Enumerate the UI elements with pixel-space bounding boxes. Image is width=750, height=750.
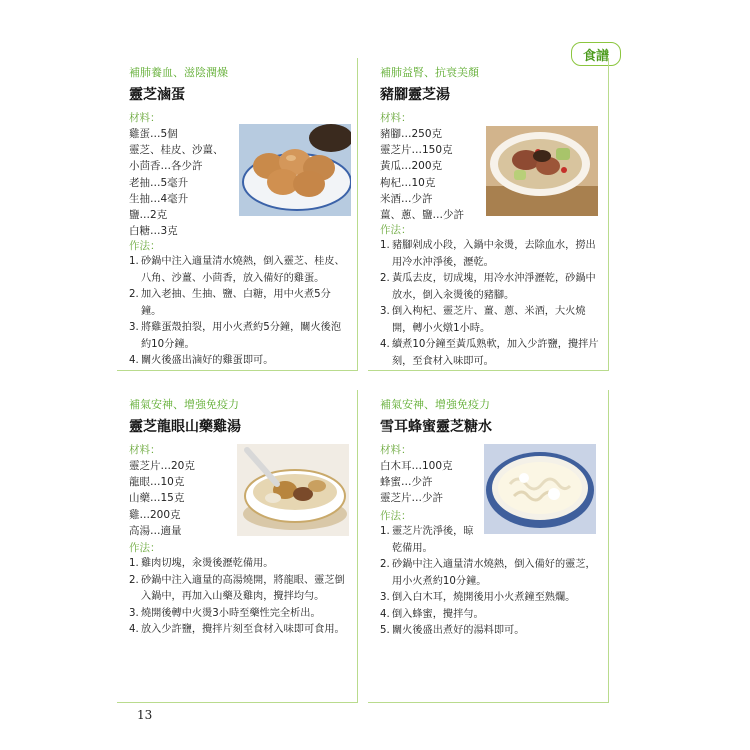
step-number: 4. xyxy=(129,355,139,366)
step-number: 4. xyxy=(380,608,390,620)
ingredient: 靈芝片…150克 xyxy=(380,144,453,157)
step xyxy=(380,238,602,271)
step-text: 放入少許鹽，攪拌片刻至食材入味即可食用。 xyxy=(141,624,345,635)
step-number: 3. xyxy=(380,306,390,317)
ingredient: 生抽…4毫升 xyxy=(129,192,189,205)
method-label: 作法： xyxy=(380,510,412,522)
recipe-subtitle: 補肺益腎、抗衰美顏 xyxy=(380,66,479,79)
step-text: 豬腳剁成小段，入鍋中汆燙，去除血水，撈出用冷水沖淨後，瀝乾。 xyxy=(392,240,596,268)
step-number: 2. xyxy=(380,559,390,570)
ingredient: 蜂蜜…少許 xyxy=(380,476,433,489)
step-list xyxy=(129,556,351,639)
step-list xyxy=(380,238,602,370)
step xyxy=(129,353,351,370)
step-number: 4. xyxy=(380,339,390,350)
step-text: 砂鍋中注入適量清水燒熱，倒入靈芝、桂皮、八角、沙薑、小茴香，放入備好的雞蛋。 xyxy=(141,256,345,284)
step xyxy=(129,254,351,287)
ingredient: 老抽…5毫升 xyxy=(129,176,189,189)
step-number: 1. xyxy=(129,256,139,267)
materials-label: 材料： xyxy=(380,112,412,124)
recipe-title: 靈芝龍眼山藥雞湯 xyxy=(129,419,241,435)
step-text: 靈芝片洗淨後，晾乾備用。 xyxy=(392,526,474,554)
step-text: 倒入蜂蜜，攪拌勻。 xyxy=(392,608,484,620)
step-text: 倒入白木耳，燒開後用小火煮鐘至熟爛。 xyxy=(392,592,576,603)
step-number: 4. xyxy=(129,624,139,635)
step-text: 砂鍋中注入適量的高湯燒開，將龍眼、靈芝倒入鍋中，再加入山藥及雞肉，攪拌均勻。 xyxy=(141,574,345,602)
step xyxy=(380,337,602,370)
recipe-card-2 xyxy=(368,58,609,371)
step xyxy=(380,271,602,304)
method-label: 作法： xyxy=(380,224,412,236)
ingredient: 米酒…少許 xyxy=(380,192,433,205)
step-number: 2. xyxy=(129,289,139,300)
ingredient-list xyxy=(129,126,224,239)
step-text: 燒開後轉中火燙3小時至藥性完全析出。 xyxy=(141,607,321,619)
ingredient: 鹽…2克 xyxy=(129,209,168,222)
chicken-soup-photo xyxy=(237,444,349,536)
recipe-subtitle: 補肺養血、滋陰潤燥 xyxy=(129,66,228,79)
step-text: 砂鍋中注入適量清水燒熱，倒入備好的靈芝，用小火煮約10分鐘。 xyxy=(392,559,596,587)
recipe-card-3 xyxy=(117,390,358,703)
step xyxy=(129,556,351,573)
recipe-subtitle: 補氣安神、增強免疫力 xyxy=(380,398,490,411)
step xyxy=(380,524,478,557)
step xyxy=(129,287,351,320)
step-number: 2. xyxy=(380,273,390,284)
ingredient: 雞蛋…5個 xyxy=(129,128,178,140)
ingredient-list xyxy=(129,458,195,539)
ingredient: 靈芝片…20克 xyxy=(129,460,195,472)
recipe-subtitle: 補氣安神、增強免疫力 xyxy=(129,398,239,411)
recipe-title: 雪耳蜂蜜靈芝糖水 xyxy=(380,419,492,435)
page-number: 13 xyxy=(137,708,153,722)
braised-eggs-photo xyxy=(239,124,351,216)
step-text: 關火後盛出煮好的湯料即可。 xyxy=(392,625,525,636)
ingredient: 豬腳…250克 xyxy=(380,128,443,140)
materials-label: 材料： xyxy=(129,112,161,124)
step-text: 將雞蛋殼拍裂，用小火煮約5分鐘，關火後泡約10分鐘。 xyxy=(141,322,342,350)
white-fungus-soup-photo xyxy=(484,444,596,534)
step-text: 倒入枸杞、靈芝片、薑、蔥、米酒，大火燒開，轉小火燉1小時。 xyxy=(392,306,586,334)
step-number: 1. xyxy=(129,558,139,569)
step-number: 2. xyxy=(129,574,139,586)
ingredient: 雞…200克 xyxy=(129,508,181,521)
step-text: 雞肉切塊，汆燙後瀝乾備用。 xyxy=(141,558,274,569)
ingredient: 白木耳…100克 xyxy=(380,460,453,472)
recipe-title: 靈芝滷蛋 xyxy=(129,87,185,103)
step xyxy=(129,320,351,353)
method-label: 作法： xyxy=(129,542,161,554)
ingredient: 龍眼…10克 xyxy=(129,476,185,489)
step-text: 黃瓜去皮，切成塊，用冷水沖淨瀝乾，砂鍋中放水，倒入汆燙後的豬腳。 xyxy=(392,273,596,301)
step-number: 5. xyxy=(380,625,390,636)
pork-trotter-soup-photo xyxy=(486,126,598,216)
ingredient: 黃瓜…200克 xyxy=(380,160,443,173)
ingredient: 白糖…3克 xyxy=(129,225,178,238)
step-text: 續煮10分鐘至黃瓜熟軟，加入少許鹽，攪拌片刻，至食材入味即可。 xyxy=(392,339,599,367)
step-text: 加入老抽、生抽、鹽、白糖，用中火煮5分鐘。 xyxy=(141,289,331,317)
category-tag: 食譜 xyxy=(571,42,621,66)
recipe-card-4 xyxy=(368,390,609,703)
materials-label: 材料： xyxy=(129,444,161,456)
ingredient: 靈芝、桂皮、沙薑、 xyxy=(129,144,224,157)
ingredient: 靈芝片…少許 xyxy=(380,492,443,505)
ingredient: 枸杞…10克 xyxy=(380,176,436,189)
step xyxy=(380,557,602,590)
recipe-card-1 xyxy=(117,58,358,371)
ingredient: 薑、蔥、鹽…少許 xyxy=(380,209,464,222)
step xyxy=(380,590,602,607)
step-list xyxy=(380,524,602,640)
step-number: 1. xyxy=(380,526,390,537)
ingredient: 山藥…15克 xyxy=(129,492,185,505)
step xyxy=(129,573,351,606)
step xyxy=(129,606,351,623)
step-number: 3. xyxy=(380,592,390,603)
step xyxy=(380,623,602,640)
step xyxy=(380,607,602,624)
ingredient-list xyxy=(380,126,464,223)
step-list xyxy=(129,254,351,370)
ingredient: 高湯…適量 xyxy=(129,524,182,537)
ingredient: 小茴香…各少許 xyxy=(129,160,203,173)
ingredient-list xyxy=(380,458,453,507)
step-number: 3. xyxy=(129,322,139,333)
step xyxy=(129,622,351,639)
step-text: 關火後盛出滷好的雞蛋即可。 xyxy=(141,355,274,366)
recipe-title: 豬腳靈芝湯 xyxy=(380,87,450,103)
step-number: 3. xyxy=(129,607,139,619)
method-label: 作法： xyxy=(129,240,161,252)
step-number: 1. xyxy=(380,240,390,251)
step xyxy=(380,304,602,337)
materials-label: 材料： xyxy=(380,444,412,456)
